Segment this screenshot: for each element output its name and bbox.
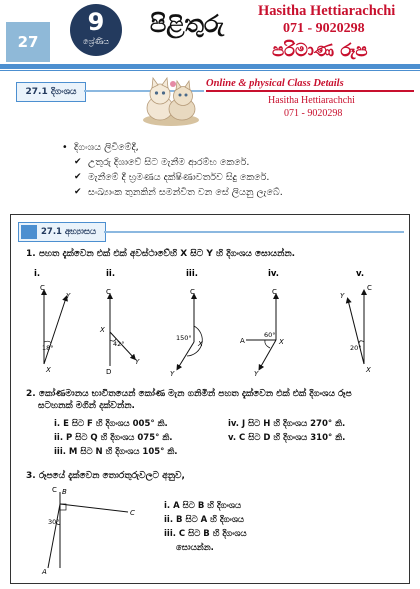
note-point-2: ✔ මැනීමේ දී භ්‍රමණය දක්ෂිණාවර්තව සිදු කෙරේ. (62, 170, 283, 185)
diagram-v-y: Y (340, 292, 345, 300)
diagram-iv-a: A (240, 337, 245, 345)
diagram-ii-north: C (106, 288, 111, 296)
q3-point-c: C (130, 509, 135, 517)
q1-label-v: v. (356, 269, 365, 279)
q3-prompt: රූපයේ දැක්වෙන තොරතුරුවලට අනුව, (38, 471, 185, 481)
q2-text (26, 388, 396, 412)
q2-item-3: iii. M සිට N හි දිගංශය 105° කි. (54, 447, 178, 457)
q1-number: 1. (26, 249, 36, 259)
exercise-label-text: 27.1 අභ්‍යාසය (41, 227, 97, 237)
grade-word: ශ්‍රේණිය (83, 37, 109, 46)
q2-prompt-line1: කෝණමානය භාවිතයෙන් කෝණ මැන ගනිමින් පහත දැක්වෙන එක් එක් දිගංශය රූප (38, 389, 352, 399)
diagram-v-angle: 20° (350, 344, 362, 352)
page-number-badge: 27 (6, 22, 50, 62)
diagram-ii-d: D (106, 368, 112, 376)
exercise-label (18, 222, 106, 242)
author-phone: 071 - 9020298 (283, 21, 365, 36)
q1-diagrams (14, 266, 408, 382)
q2-item-1: i. E සිට F හි දිගංශය 005° කි. (54, 419, 168, 429)
q3-point-b: B (62, 488, 67, 496)
diagram-i-x: X (46, 366, 51, 374)
class-details-heading: Online & physical Class Details (206, 78, 344, 89)
kittens-illustration (140, 74, 202, 128)
diagram-ii-angle: 42° (113, 340, 125, 348)
diagram-i-angle: 18° (42, 344, 54, 352)
diagram-i (40, 284, 71, 374)
q3-item-2: ii. B සිට A හි දිගංශය (164, 515, 245, 525)
diagram-v-x: X (366, 366, 371, 374)
notes-heading: • දිගංශය ලිවීමේදී, (62, 140, 283, 155)
q1-label-ii: ii. (106, 269, 116, 279)
q1-prompt: පහත දැක්වෙන එක් එක් අවස්ථාවේහි X සිට Y හි දිගංශය සොයන්න. (38, 249, 296, 259)
q3-diagram (30, 484, 150, 576)
diagram-ii (99, 288, 140, 376)
diagram-i-north: C (40, 284, 45, 292)
q2-item-2: ii. P සිට Q හි දිගංශය 075° කි. (54, 433, 173, 443)
q1-text (26, 248, 295, 260)
q1-label-iii: iii. (186, 269, 198, 279)
diagram-iii (170, 288, 203, 378)
diagram-iii-x: X (198, 340, 203, 348)
diagram-iii-y: Y (170, 370, 175, 378)
diagram-iv-north: C (272, 288, 277, 296)
q3-north: C (52, 486, 57, 494)
q2-number: 2. (26, 389, 36, 399)
diagram-iv (240, 288, 284, 378)
exercise-rule (104, 231, 404, 233)
diagram-iv-y: Y (254, 370, 259, 378)
q2-item-5: v. C සිට D හි දිගංශය 310° කි. (228, 433, 346, 443)
q2-item-4: iv. J සිට H හි දිගංශය 270° කි. (228, 419, 346, 429)
diagram-i-y: Y (66, 292, 71, 300)
diagram-iii-angle: 150° (176, 334, 192, 342)
q3-item-4: සොයන්න. (176, 543, 214, 553)
class-details-rule (206, 90, 414, 92)
diagram-ii-x: X (100, 326, 105, 334)
q1-label-iv: iv. (268, 269, 279, 279)
topic-title: පරිමාණ රූප (272, 40, 368, 61)
diagram-iii-north: C (190, 288, 195, 296)
diagram-ii-y: Y (135, 358, 140, 366)
header-divider-thin (0, 70, 420, 71)
q2-prompt-line2: සටහනක් මගින් දක්වන්න. (38, 401, 135, 411)
q3-item-1: i. A සිට B හි දිගංශය (164, 501, 242, 511)
author-name: Hasitha Hettiarachchi (258, 3, 396, 19)
diagram-v-north: C (367, 284, 372, 292)
section-label: 27.1 දිගංශය (16, 82, 86, 102)
diagram-iv-angle: 60° (264, 331, 276, 339)
q3-angle: 30° (48, 518, 60, 526)
q1-label-i: i. (34, 269, 41, 279)
grade-badge (70, 4, 122, 56)
book-icon (21, 225, 37, 239)
q3-item-3: iii. C සිට B හි දිගංශය (164, 529, 247, 539)
notes-list (62, 140, 283, 200)
q3-number: 3. (26, 471, 36, 481)
ad-author-phone: 071 - 9020298 (284, 108, 343, 119)
diagram-iv-x: X (279, 338, 284, 346)
note-point-3: ✔ සංඛ්‍යාංක තුනකින් සමන්විත වන සේ ලියනු ලැබේ. (62, 185, 283, 200)
grade-number: 9 (87, 8, 105, 36)
ad-author-name: Hasitha Hettiarachchi (268, 95, 355, 106)
header-divider (0, 64, 420, 69)
answer-title: පිළිතුරු (150, 10, 225, 38)
diagram-v (340, 284, 372, 374)
note-point-1: ✔ උතුරු දිශාවේ සිට මැනීම ආරම්භ කෙරේ. (62, 155, 283, 170)
q3-text (26, 470, 185, 482)
q3-point-a: A (42, 568, 47, 576)
